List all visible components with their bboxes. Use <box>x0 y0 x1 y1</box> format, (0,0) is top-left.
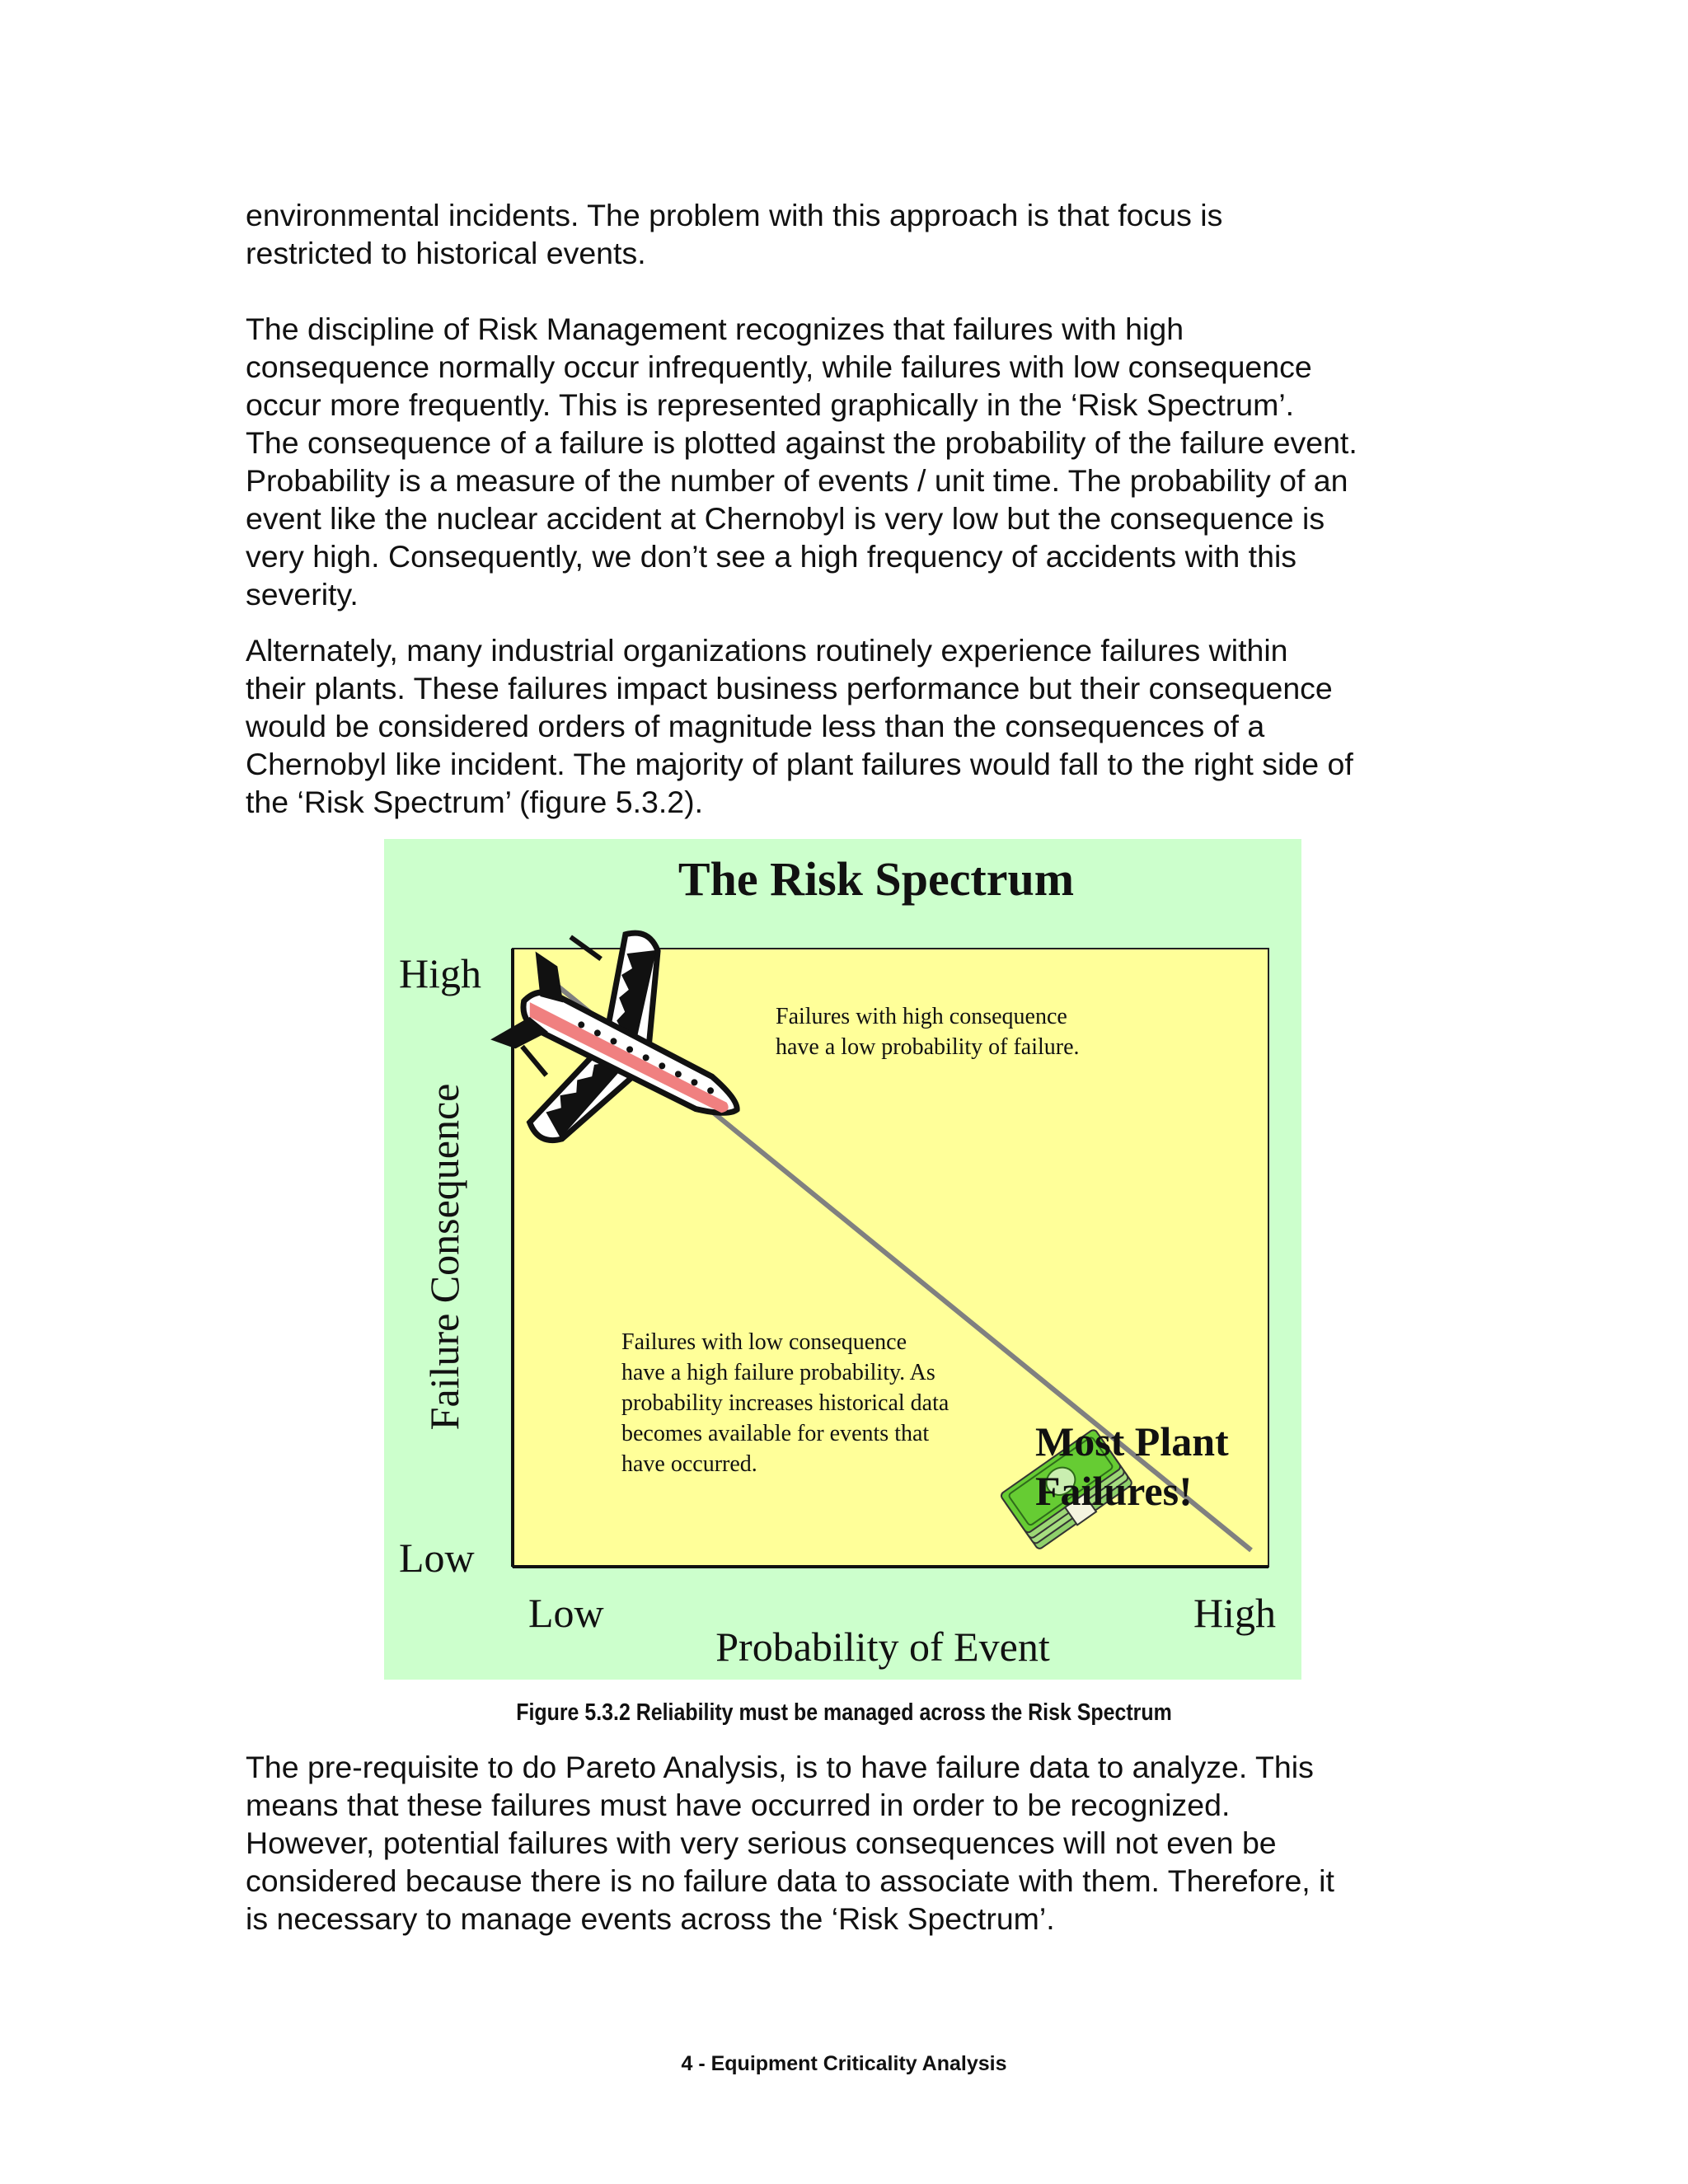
text-line: Probability is a measure of the number of events / unit time. The probability of an <box>246 463 1348 498</box>
text-line: would be considered orders of magnitude less than the consequences of a <box>246 709 1265 743</box>
figure-title: The Risk Spectrum <box>678 852 1075 906</box>
text-line: means that these failures must have occurred in order to be recognized. <box>246 1788 1231 1822</box>
page-footer: 4 - Equipment Criticality Analysis <box>681 2052 1007 2075</box>
figure-caption: Figure 5.3.2 Reliability must be managed across the Risk Spectrum <box>516 1699 1172 1726</box>
text-line: very high. Consequently, we don’t see a high frequency of accidents with this <box>246 539 1297 574</box>
text-line: environmental incidents. The problem with this approach is that focus is <box>246 198 1223 232</box>
callout-line: Failures! <box>1035 1468 1193 1514</box>
text-line: However, potential failures with very serious consequences will not even be <box>246 1825 1277 1860</box>
x-axis-title: Probability of Event <box>715 1624 1050 1670</box>
text-line: restricted to historical events. <box>246 236 646 270</box>
paragraph-4 <box>246 1748 1457 1938</box>
text-line: their plants. These failures impact business performance but their consequence <box>246 671 1333 705</box>
text-line: Chernobyl like incident. The majority of plant failures would fall to the right side of <box>246 747 1353 781</box>
annotation-line: have a high failure probability. As <box>621 1360 935 1385</box>
text-line: considered because there is no failure data to associate with them. Therefore, it <box>246 1863 1334 1898</box>
paragraph-1 <box>246 196 1457 272</box>
text-line: the ‘Risk Spectrum’ (figure 5.3.2). <box>246 785 704 819</box>
text-line: occur more frequently. This is represented graphically in the ‘Risk Spectrum’. <box>246 387 1295 422</box>
text-line: The consequence of a failure is plotted against the probability of the failure event. <box>246 425 1357 460</box>
text-line: The pre-requisite to do Pareto Analysis, is to have failure data to analyze. This <box>246 1750 1314 1784</box>
paragraph-3 <box>246 631 1457 821</box>
annotation-line: Failures with high consequence <box>776 1004 1067 1029</box>
text-line: is necessary to manage events across the ‘Risk Spectrum’. <box>246 1901 1055 1936</box>
y-high-label: High <box>399 950 481 996</box>
x-high-label: High <box>1193 1590 1276 1636</box>
text-line: severity. <box>246 577 359 612</box>
text-line: Alternately, many industrial organizations routinely experience failures within <box>246 633 1288 668</box>
y-axis-title: Failure Consequence <box>421 1083 467 1431</box>
paragraph-2 <box>246 310 1457 613</box>
annotation-line: Failures with low consequence <box>621 1329 907 1355</box>
risk-spectrum-figure <box>384 839 1301 1680</box>
x-low-label: Low <box>528 1590 604 1636</box>
text-line: consequence normally occur infrequently, while failures with low consequence <box>246 349 1312 384</box>
y-low-label: Low <box>399 1535 475 1581</box>
annotation-line: have occurred. <box>621 1451 757 1477</box>
text-line: event like the nuclear accident at Chernobyl is very low but the consequence is <box>246 501 1325 536</box>
callout-line: Most Plant <box>1035 1418 1229 1465</box>
text-line: The discipline of Risk Management recognizes that failures with high <box>246 312 1184 346</box>
risk-spectrum-svg <box>384 839 1301 1680</box>
annotation-line: probability increases historical data <box>621 1390 950 1416</box>
annotation-line: have a low probability of failure. <box>776 1034 1080 1060</box>
annotation-line: becomes available for events that <box>621 1421 930 1446</box>
